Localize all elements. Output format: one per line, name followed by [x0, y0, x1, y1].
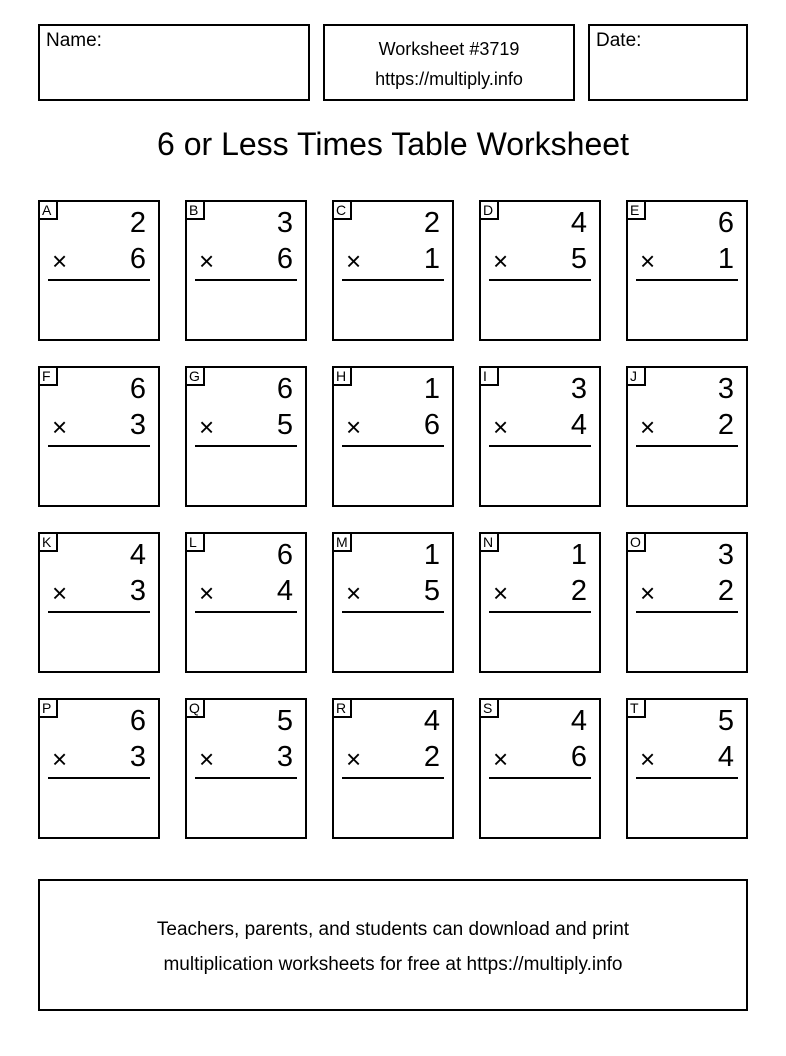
problem-label: L: [185, 532, 205, 552]
problem-box[interactable]: [185, 532, 307, 673]
answer-line: [636, 445, 738, 447]
multiplier: 3: [276, 741, 293, 773]
multiplicand: 3: [717, 539, 734, 571]
page-title: 6 or Less Times Table Worksheet: [157, 126, 629, 162]
problem-box[interactable]: [626, 532, 748, 673]
multiplier: 2: [423, 741, 440, 773]
problem-label: K: [38, 532, 58, 552]
footer-line-1: Teachers, parents, and students can download and print: [156, 919, 630, 940]
problem-label: F: [38, 366, 58, 386]
problem-box[interactable]: [38, 200, 160, 341]
multiplier: 4: [570, 409, 587, 441]
problem-label: T: [626, 698, 646, 718]
problem-label: G: [185, 366, 205, 386]
answer-line: [636, 611, 738, 613]
problem-label: J: [626, 366, 646, 386]
multiplier: 3: [129, 575, 146, 607]
problem-label: O: [626, 532, 646, 552]
multiplier: 6: [276, 243, 293, 275]
problem-box[interactable]: [38, 532, 160, 673]
multiplicand: 1: [570, 539, 587, 571]
multiplicand: 6: [717, 207, 734, 239]
answer-line: [489, 445, 591, 447]
multiply-operator: ×: [493, 246, 509, 276]
answer-line: [195, 445, 297, 447]
footer-line-2: multiplication worksheets for free at https://multiply.info: [163, 954, 623, 975]
problem-label: Q: [185, 698, 205, 718]
multiply-operator: ×: [640, 246, 656, 276]
multiplicand: 5: [717, 705, 734, 737]
multiplier: 6: [129, 243, 146, 275]
problem-box[interactable]: [332, 698, 454, 839]
multiplicand: 5: [276, 705, 293, 737]
problem-label: C: [332, 200, 352, 220]
multiplicand: 3: [717, 373, 734, 405]
multiplicand: 1: [423, 373, 440, 405]
problem-box[interactable]: [479, 366, 601, 507]
problem-label: S: [479, 698, 499, 718]
worksheet-info-box: [323, 24, 575, 101]
multiplier: 2: [717, 409, 734, 441]
problem-box[interactable]: [185, 698, 307, 839]
multiplier: 1: [423, 243, 440, 275]
multiplicand: 3: [570, 373, 587, 405]
multiply-operator: ×: [493, 578, 509, 608]
answer-line: [48, 611, 150, 613]
answer-line: [342, 777, 444, 779]
multiplicand: 6: [129, 705, 146, 737]
footer-box: [38, 879, 748, 1011]
problem-box[interactable]: [479, 532, 601, 673]
problem-label: I: [479, 366, 499, 386]
multiplier: 1: [717, 243, 734, 275]
problem-label: A: [38, 200, 58, 220]
multiplicand: 1: [423, 539, 440, 571]
multiplicand: 2: [129, 207, 146, 239]
multiplicand: 6: [276, 373, 293, 405]
problem-label: R: [332, 698, 352, 718]
problem-box[interactable]: [38, 366, 160, 507]
multiplier: 5: [423, 575, 440, 607]
answer-line: [489, 777, 591, 779]
multiplicand: 6: [276, 539, 293, 571]
multiplicand: 4: [570, 705, 587, 737]
multiplicand: 2: [423, 207, 440, 239]
multiplier: 4: [276, 575, 293, 607]
problem-label: H: [332, 366, 352, 386]
problem-box[interactable]: [332, 532, 454, 673]
multiply-operator: ×: [199, 412, 215, 442]
problem-box[interactable]: [626, 698, 748, 839]
problem-box[interactable]: [38, 698, 160, 839]
multiplier: 3: [129, 409, 146, 441]
multiplier: 5: [570, 243, 587, 275]
multiply-operator: ×: [199, 246, 215, 276]
multiply-operator: ×: [493, 744, 509, 774]
problem-label: D: [479, 200, 499, 220]
problem-box[interactable]: [332, 366, 454, 507]
multiplier: 2: [717, 575, 734, 607]
name-label: Name:: [46, 30, 102, 51]
problem-label: M: [332, 532, 352, 552]
answer-line: [489, 611, 591, 613]
problem-box[interactable]: [185, 200, 307, 341]
problem-box[interactable]: [479, 200, 601, 341]
multiply-operator: ×: [52, 412, 68, 442]
problem-box[interactable]: [626, 200, 748, 341]
multiplier: 4: [717, 741, 734, 773]
problem-box[interactable]: [479, 698, 601, 839]
date-field[interactable]: [588, 24, 748, 101]
multiply-operator: ×: [346, 246, 362, 276]
multiply-operator: ×: [52, 246, 68, 276]
problem-label: B: [185, 200, 205, 220]
problem-box[interactable]: [185, 366, 307, 507]
answer-line: [195, 279, 297, 281]
answer-line: [636, 279, 738, 281]
multiply-operator: ×: [346, 412, 362, 442]
multiplier: 5: [276, 409, 293, 441]
multiply-operator: ×: [52, 578, 68, 608]
multiplier: 6: [570, 741, 587, 773]
multiply-operator: ×: [640, 412, 656, 442]
date-label: Date:: [596, 30, 642, 51]
multiplicand: 3: [276, 207, 293, 239]
answer-line: [342, 445, 444, 447]
answer-line: [48, 445, 150, 447]
problem-label: E: [626, 200, 646, 220]
multiply-operator: ×: [52, 744, 68, 774]
multiply-operator: ×: [199, 578, 215, 608]
multiplicand: 4: [129, 539, 146, 571]
worksheet-url: https://multiply.info: [375, 69, 523, 89]
answer-line: [48, 777, 150, 779]
name-field[interactable]: [38, 24, 310, 101]
answer-line: [195, 777, 297, 779]
multiplicand: 4: [423, 705, 440, 737]
answer-line: [342, 611, 444, 613]
multiply-operator: ×: [346, 744, 362, 774]
problem-box[interactable]: [626, 366, 748, 507]
problem-label: N: [479, 532, 499, 552]
answer-line: [48, 279, 150, 281]
answer-line: [195, 611, 297, 613]
answer-line: [489, 279, 591, 281]
multiplier: 2: [570, 575, 587, 607]
worksheet-number: Worksheet #3719: [378, 39, 520, 59]
answer-line: [636, 777, 738, 779]
multiply-operator: ×: [199, 744, 215, 774]
multiplier: 6: [423, 409, 440, 441]
problem-label: P: [38, 698, 58, 718]
multiply-operator: ×: [493, 412, 509, 442]
multiply-operator: ×: [640, 578, 656, 608]
multiplicand: 4: [570, 207, 587, 239]
multiply-operator: ×: [346, 578, 362, 608]
multiplier: 3: [129, 741, 146, 773]
problem-box[interactable]: [332, 200, 454, 341]
multiply-operator: ×: [640, 744, 656, 774]
answer-line: [342, 279, 444, 281]
multiplicand: 6: [129, 373, 146, 405]
